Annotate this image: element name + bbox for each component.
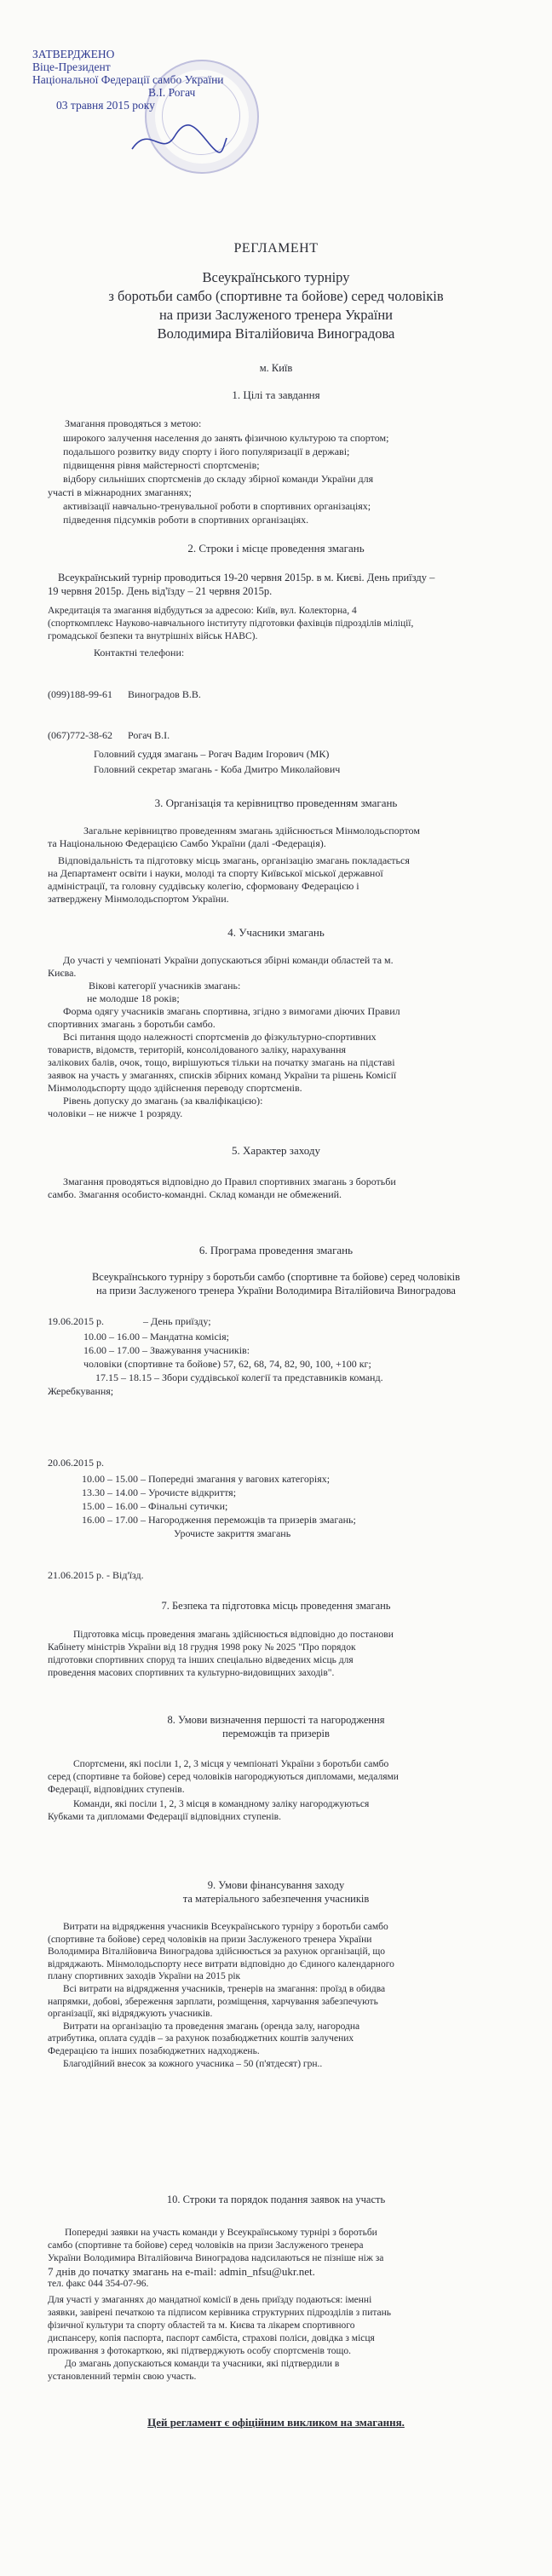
- s3-line: Відповідальність та підготовку місць змагань, організацію змагань покладається: [58, 854, 410, 866]
- s1-list: [48, 431, 388, 526]
- s9-line: Федерацією та інших позабюджетних надходжень.: [48, 2045, 260, 2056]
- s7-heading: 7. Безпека та підготовка місць проведення змагань: [161, 1600, 391, 1612]
- s3-line: на Департамент освіти і науки, молоді та спорту Київської міської державної: [48, 867, 383, 879]
- s4-line: не молодше 18 років;: [87, 992, 180, 1004]
- schedule-row: чоловіки (спортивне та бойове) 57, 62, 68, 74, 82, 90, 100, +100 кг;: [83, 1358, 371, 1370]
- s10-line: Для участі у змаганнях до мандатної комісії в день приїзду подаються: іменні: [48, 2295, 372, 2305]
- s9-heading-1: 9. Умови фінансування заходу: [207, 1879, 345, 1891]
- s4-line: Мінмолодьспорту щодо здійснення переводу спортсменів.: [48, 1082, 302, 1094]
- schedule-row: 13.30 – 14.00 – Урочисте відкриття;: [82, 1486, 237, 1498]
- s4-line: заявок на участь у змаганнях, списків збірних команд України та рішень Комісії: [48, 1069, 397, 1081]
- s2-dates-line: Всеукраїнський турнір проводиться 19-20 червня 2015р. в м. Києві. День приїзду –: [58, 572, 435, 584]
- s7-line: проведення масових спортивних та культурно-видовищних заходів".: [48, 1668, 335, 1678]
- s7-line: підготовки спортивних споруд та інших спеціально відведених місць для: [48, 1655, 354, 1665]
- s2-venue-line: громадської безпеки та внутрішніх військ НАВС).: [48, 631, 258, 641]
- day2-schedule: [48, 1472, 356, 1540]
- s10-line: 7 днів до початку змагань на e-mail: admin_nfsu@ukr.net.: [48, 2265, 315, 2278]
- s9-line: напрямки, добові, збереження зарплати, розміщення, харчування забезпечують: [48, 1996, 378, 2007]
- signature: [128, 119, 230, 162]
- s10-line: До змагань допускаються команди та учасники, які підтвердили в: [65, 2359, 340, 2369]
- schedule-row: 10.00 – 15.00 – Попередні змагання у вагових категоріях;: [82, 1473, 331, 1485]
- day3-departure: 21.06.2015 р. - Від'їзд.: [48, 1569, 144, 1581]
- s7-line: Підготовка місць проведення змагань здійснюється відповідно до постанови: [73, 1630, 394, 1640]
- s7-line: Кабінету міністрів України від 18 грудня 1998 року № 2025 "Про порядок: [48, 1642, 356, 1653]
- s4-heading: 4. Учасники змагань: [227, 926, 325, 939]
- s10-line: фізичної культури та спорту областей та м. Києва та лікарем спортивного: [48, 2320, 355, 2331]
- title-line-1: Всеукраїнського турніру: [202, 269, 350, 285]
- s2-venue: [48, 605, 413, 643]
- s5-line: самбо. Змагання особисто-командні. Склад команди не обмежений.: [48, 1188, 342, 1200]
- contact-line: (067)772-38-62 Рогач В.І.: [48, 729, 170, 741]
- s3-heading: 3. Організація та керівництво проведенням змагань: [154, 796, 398, 809]
- s1-heading: 1. Цілі та завдання: [232, 388, 320, 401]
- approval-date: 03 травня 2015 року: [56, 99, 155, 112]
- s1-item: широкого залучення населення до занять фізичною культурою та спортом;: [63, 432, 389, 444]
- approval-title: ЗАТВЕРДЖЕНО: [32, 48, 115, 60]
- s3-line: Загальне керівництво проведенням змагань здійснюється Мінмолодьспортом: [83, 825, 420, 837]
- s8-line: Кубками та дипломами Федерації відповідних ступенів.: [48, 1812, 281, 1822]
- s2-dates-line: 19 червня 2015р. День від'їзду – 21 червня 2015р.: [48, 585, 273, 597]
- s8-heading-2: переможців та призерів: [222, 1728, 330, 1739]
- s9-line: Володимира Віталійовича Виноградова здійснюється за рахунок організацій, що: [48, 1946, 386, 1958]
- footer-notice: Цей регламент є офіційним викликом на змагання.: [147, 2416, 405, 2429]
- s1-item: підвищення рівня майстерності спортсменів;: [63, 459, 260, 471]
- s8-body: [48, 1758, 399, 1824]
- day1-date: 19.06.2015 р.: [48, 1315, 104, 1327]
- s6-heading: 6. Програма проведення змагань: [198, 1244, 354, 1256]
- schedule-row: Жеребкування;: [48, 1385, 114, 1397]
- s9-line: організації, які відряджують учасників.: [48, 2009, 213, 2020]
- s4-line: чоловіки – не нижче 1 розряду.: [48, 1107, 183, 1119]
- s10-line: диспансеру, копія паспорта, паспорт самбіста, страхові поліси, довідка з місця: [48, 2333, 375, 2343]
- s3-p2: [48, 854, 410, 906]
- chief-secretary: Головний секретар змагань - Коба Дмитро Миколайович: [94, 763, 341, 775]
- schedule-row: Урочисте закриття змагань: [174, 1527, 291, 1539]
- title-line-3: на призи Заслуженого тренера України: [158, 307, 394, 323]
- s2-venue-line: Акредитація та змагання відбудуться за адресою: Київ, вул. Колекторна, 4: [48, 606, 357, 616]
- schedule-row: 15.00 – 16.00 – Фінальні сутички;: [82, 1500, 228, 1512]
- s10-heading: 10. Строки та порядок подання заявок на участь: [166, 2194, 386, 2205]
- s4-line: Вікові категорії учасників змагань:: [89, 980, 241, 992]
- s7-body: [48, 1629, 394, 1680]
- title-line-2: з боротьби самбо (спортивне та бойове) серед чоловіків: [108, 288, 444, 304]
- s5-body: [48, 1176, 396, 1201]
- s3-line: затверджену Мінмолодьспортом України.: [48, 893, 229, 905]
- s2-heading: 2. Строки і місце проведення змагань: [187, 542, 365, 555]
- schedule-row: 10.00 – 16.00 – Мандатна комісія;: [83, 1331, 229, 1343]
- s10-line: самбо (спортивне та бойове) серед чоловіків на призи Заслуженого тренера: [48, 2240, 364, 2251]
- s4-line: Форма одягу учасників змагань спортивна, згідно з вимогами діючих Правил: [63, 1005, 400, 1017]
- s1-intro: Змагання проводяться з метою:: [65, 417, 202, 429]
- approval-position: Віце-Президент: [32, 60, 111, 73]
- schedule-row: 16.00 – 17.00 – Зважування учасників:: [83, 1344, 250, 1356]
- s9-line: Витрати на організацію та проведення змагань (оренда залу, нагородна: [63, 2021, 360, 2032]
- s4-line: Рівень допуску до змагань (за кваліфікацією):: [63, 1095, 263, 1107]
- s4-line: Києва.: [48, 967, 77, 979]
- s10-body: [48, 2227, 391, 2383]
- s8-line: серед (спортивне та бойове) серед чоловіків нагороджуються дипломами, медалями: [48, 1772, 399, 1782]
- schedule-row: 16.00 – 17.00 – Нагородження переможців та призерів змагань;: [82, 1514, 356, 1526]
- s4-line: залікових балів, очок, тощо, вирішуються тільки на початку змагань на підставі: [48, 1056, 395, 1068]
- s10-line: проживання з фотокарткою, які підтверджують особу спортсменів тощо.: [48, 2346, 351, 2356]
- approval-organization: Національної Федерації самбо України: [32, 73, 224, 86]
- s9-body: [48, 1921, 394, 2070]
- s10-line: України Володимира Віталійовича Виноградова надсилаються не пізніше ніж за: [48, 2253, 384, 2263]
- s8-heading-1: 8. Умови визначення першості та нагородження: [167, 1714, 385, 1726]
- s3-line: адміністрації, та головну суддівську колегію, сформовану Федерацією і: [48, 880, 359, 892]
- contact-line: (099)188-99-61 Виноградов В.В.: [48, 688, 201, 700]
- s3-line: та Національною Федерацією Самбо України (далі -Федерація).: [48, 837, 326, 849]
- s1-item: подальшого розвитку виду спорту і його популяризації в державі;: [63, 446, 350, 457]
- day1-arrival: – День приїзду;: [143, 1315, 211, 1327]
- s5-heading: 5. Характер заходу: [232, 1144, 320, 1157]
- title-line-4: Володимира Віталійовича Виноградова: [157, 325, 395, 342]
- s9-line: Витрати на відрядження учасників Всеукраїнського турніру з боротьби самбо: [63, 1922, 388, 1932]
- s6-subtitle-1: Всеукраїнського турніру з боротьби самбо (спортивне та бойове) серед чоловіків: [91, 1271, 461, 1283]
- s9-line: атрибутика, оплата суддів – за рахунок позабюджетних коштів залучених: [48, 2033, 354, 2044]
- chief-judge: Головний суддя змагань – Рогач Вадим Ігорович (МК): [94, 748, 330, 760]
- contacts-label: Контактні телефони:: [94, 647, 185, 658]
- s2-dates: [48, 571, 434, 598]
- s9-heading-2: та матеріального забезпечення учасників: [182, 1893, 370, 1905]
- s8-line: Команди, які посіли 1, 2, 3 місця в командному заліку нагороджуються: [73, 1799, 370, 1809]
- s2-venue-line: (спорткомплекс Науково-навчального інституту підготовки фахівців підрозділів міліції,: [48, 618, 414, 629]
- s6-subtitle-2: на призи Заслуженого тренера України Володимира Віталійовича Виноградова: [96, 1285, 456, 1297]
- day2-date: 20.06.2015 р.: [48, 1457, 104, 1469]
- s4-line: спортивних змагань з боротьби самбо.: [48, 1018, 216, 1030]
- s10-line: тел. факс 044 354-07-96.: [48, 2279, 149, 2289]
- s10-line: установленний термін свою участь.: [48, 2372, 197, 2382]
- s8-line: Спортсмени, які посіли 1, 2, 3 місця у чемпіонаті України з боротьби самбо: [73, 1759, 389, 1769]
- s9-line: відряджають. Мінмолодьспорту несе витрати відповідно до Єдиного календарного: [48, 1958, 394, 1969]
- s10-line: Попередні заявки на участь команди у Всеукраїнському турнірі з боротьби: [65, 2228, 377, 2238]
- s4-line: До участі у чемпіонаті України допускаються збірні команди областей та м.: [63, 954, 394, 966]
- s9-line: Благодійний внесок за кожного учасника – 50 (п'ятдесят) грн..: [63, 2058, 323, 2069]
- s4-body: [48, 954, 400, 1120]
- s1-item: активізації навчально-тренувальної роботи в спортивних організаціях;: [63, 500, 371, 512]
- s4-line: товариств, відомств, територій, консолідованого заліку, нарахування: [48, 1044, 347, 1055]
- schedule-row: 17.15 – 18.15 – Збори суддівської колегії та представників команд.: [95, 1371, 383, 1383]
- s5-line: Змагання проводяться відповідно до Правил спортивних змагань з боротьби: [63, 1176, 396, 1187]
- s1-item: участі в міжнародних змаганнях;: [48, 486, 192, 498]
- s1-item: підведення підсумків роботи в спортивних організаціях.: [63, 514, 309, 526]
- document-heading: РЕГЛАМЕНТ: [233, 241, 319, 256]
- s4-line: Всі питання щодо належності спортсменів до фізкультурно-спортивних: [63, 1031, 377, 1043]
- s9-line: (спортивне та бойове) серед чоловіків на призи Заслуженого тренера України: [48, 1934, 372, 1945]
- s3-p1: [48, 825, 420, 850]
- s9-line: плану спортивних заходів України на 2015 рік: [48, 1971, 241, 1982]
- city: м. Київ: [259, 362, 293, 374]
- s9-line: Всі витрати на відрядження учасників, тренерів на змагання: проїзд в обидва: [63, 1983, 386, 1994]
- approval-name: В.І. Рогач: [148, 86, 196, 99]
- s10-line: заявки, завірені печаткою та підписом керівника структурних підрозділів з питань: [48, 2308, 392, 2318]
- s1-item: відбору сильніших спортсменів до складу збірної команди України для: [63, 473, 374, 485]
- day1-schedule: [48, 1330, 383, 1398]
- s8-line: Федерації, відповідних ступенів.: [48, 1785, 185, 1795]
